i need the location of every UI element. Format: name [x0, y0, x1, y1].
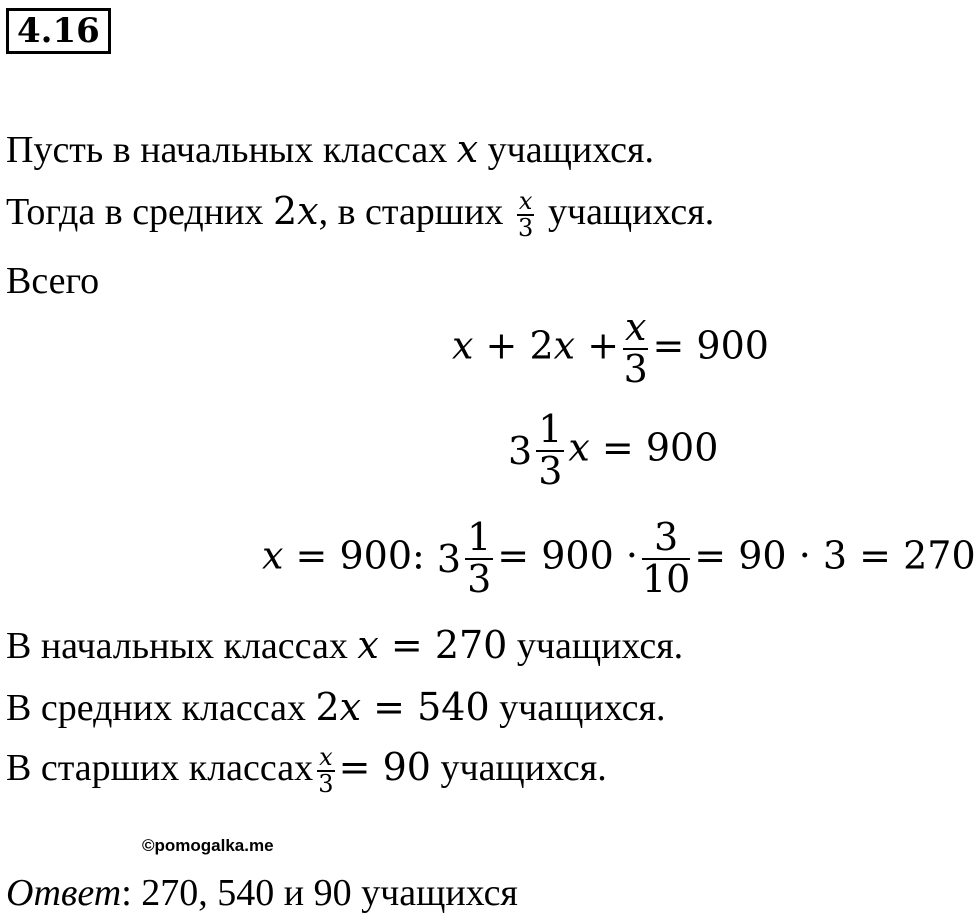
res3-fraction: $\frac{x}{3}$: [318, 743, 334, 799]
answer-label: Ответ: [6, 872, 122, 914]
result-line-1: В начальных классах x = 270 учащихся.: [6, 623, 684, 667]
line1-before: Пусть в начальных классах: [6, 129, 448, 171]
equation-1: x + 2x + $\frac{x}{3}$ = 900: [452, 305, 769, 391]
result-line-3: В старших классах $\frac{x}{3}$ = 90 учащихся.: [6, 743, 607, 799]
problem-number: 4.16: [6, 8, 111, 54]
eq2-fraction: $\frac{1}{3}$: [538, 407, 563, 493]
answer-text: 270, 540 и 90 учащихся: [131, 872, 518, 914]
line2-coef: 2: [272, 189, 298, 233]
equation-3: x = 900: 3 $\frac{1}{3}$ = 900 · $\frac{3}{10}$ = 90 · 3 = 270: [262, 515, 976, 601]
line2-var: x: [297, 189, 319, 233]
line1-var: x: [456, 127, 479, 171]
eq3-fraction-1: $\frac{1}{3}$: [467, 515, 492, 601]
line2-mid: , в старших: [318, 191, 504, 233]
watermark: ©pomogalka.me: [142, 836, 274, 855]
text-line-3: [6, 258, 99, 304]
answer-line: Ответ: 270, 540 и 90 учащихся: [6, 872, 518, 914]
line2-fraction: $\frac{x}{3}$: [518, 187, 534, 243]
line3-text: Всего: [6, 260, 100, 302]
equation-2: 3 $\frac{1}{3}$ x = 900: [508, 407, 719, 493]
text-line-2: [6, 188, 714, 241]
line2-after: учащихся.: [547, 191, 715, 233]
text-line-1: [6, 126, 654, 173]
line2-before: Тогда в средних: [6, 191, 264, 233]
line1-after: учащихся.: [487, 129, 654, 171]
eq1-fraction: $\frac{x}{3}$: [623, 305, 648, 391]
result-line-2: В средних классах 2x = 540 учащихся.: [6, 685, 666, 729]
eq3-fraction-2: $\frac{3}{10}$: [641, 515, 691, 601]
